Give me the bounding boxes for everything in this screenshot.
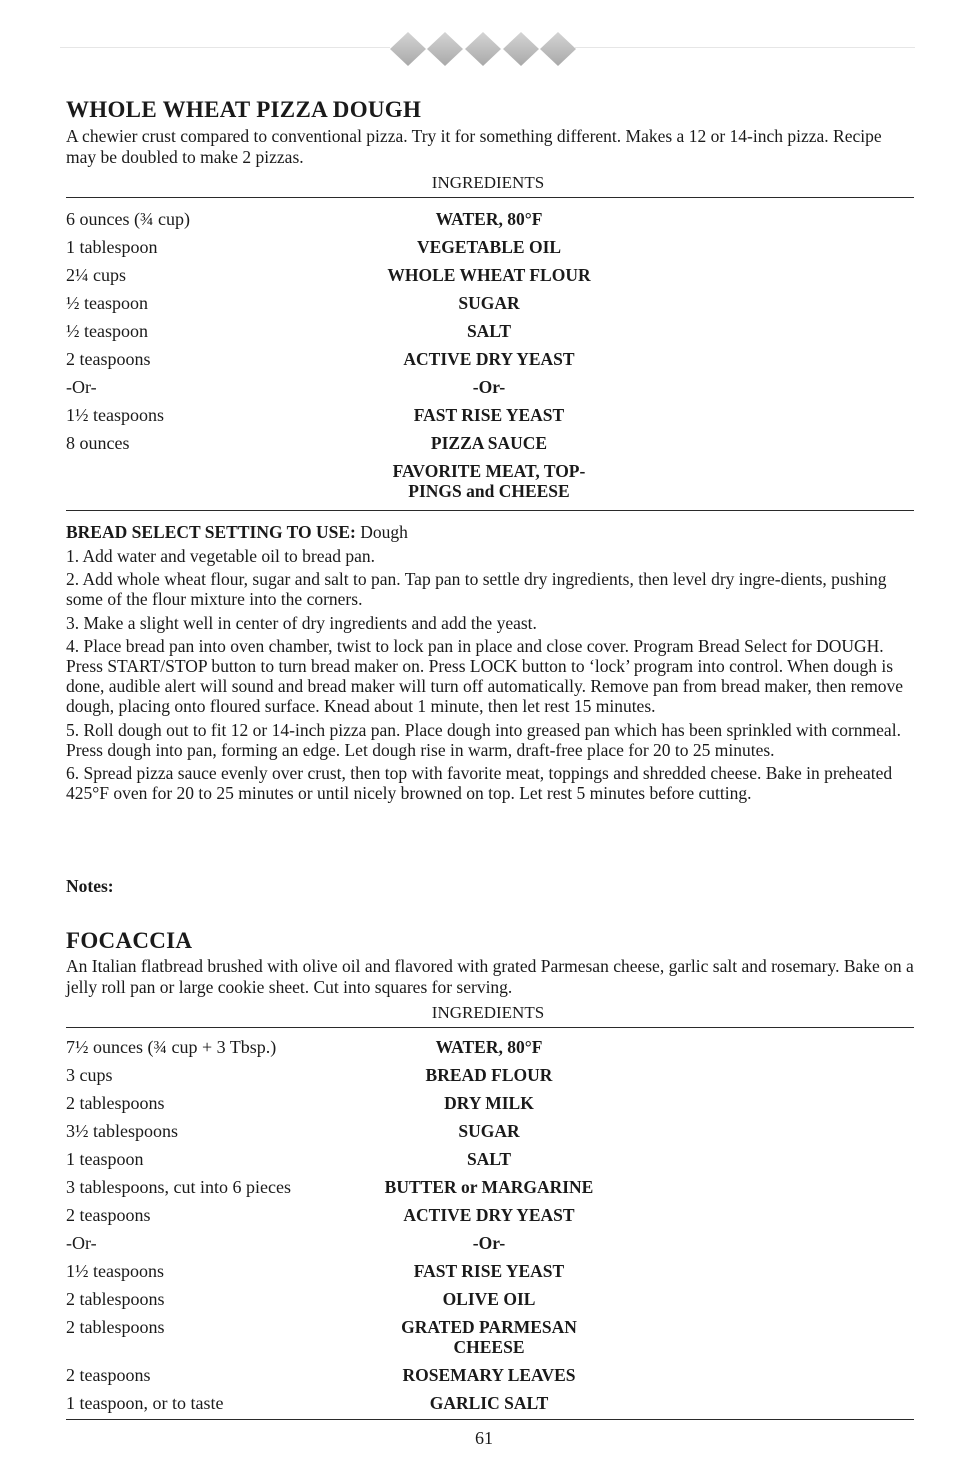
recipe-title: FOCACCIA [66, 928, 193, 953]
ingredient-amount: 2 tablespoons [66, 1289, 165, 1309]
step: 6. Spread pizza sauce evenly over crust, then top with favorite meat, toppings and shredded cheese. Bake in preheated 425°F oven for 20 to 25 minutes or until nicely browned on top. Let rest 5 minutes before cutting. [66, 763, 893, 803]
ingredient-row [66, 1065, 914, 1093]
ingredient-row [66, 405, 914, 433]
ingredient-name: -Or- [472, 1233, 506, 1253]
ingredients-label: INGREDIENTS [431, 173, 545, 192]
ingredient-name: WATER, 80°F [435, 1037, 543, 1057]
ingredient-amount: 2¼ cups [66, 265, 126, 285]
ingredient-name: -Or- [472, 377, 506, 397]
ingredient-amount: 3 tablespoons, cut into 6 pieces [66, 1177, 291, 1197]
ingredient-amount: -Or- [66, 1233, 97, 1253]
ingredient-row [66, 1037, 914, 1065]
setting-line [66, 522, 916, 542]
ornament-rule-left [60, 47, 390, 48]
ingredient-name: BUTTER or MARGARINE [384, 1177, 594, 1197]
ingredient-row [66, 1121, 914, 1149]
ingredient-name: BREAD FLOUR [425, 1065, 553, 1085]
ingredient-row [66, 237, 914, 265]
step: 5. Roll dough out to fit 12 or 14-inch pizza pan. Place dough into greased pan which has been sprinkled with cornmeal. Press dough into pan, forming an edge. Let dough rise in warm, draft-free place for 20 to 25 minutes. [66, 719, 901, 760]
ingredient-row [66, 265, 914, 293]
ingredient-row [66, 1393, 914, 1421]
ingredient-name: WATER, 80°F [435, 209, 543, 229]
ingredient-name: DRY MILK [444, 1093, 534, 1113]
ingredient-row [66, 1177, 914, 1205]
ingredient-row [66, 321, 914, 349]
divider [66, 1027, 914, 1028]
ingredient-row [66, 1149, 914, 1177]
ingredients-label: INGREDIENTS [431, 1003, 545, 1022]
recipe-title: WHOLE WHEAT PIZZA DOUGH [66, 97, 422, 122]
page-number: 61 [475, 1428, 493, 1448]
ingredient-amount: 2 teaspoons [66, 1205, 151, 1225]
ingredient-amount: 1½ teaspoons [66, 1261, 164, 1281]
ingredient-row [66, 377, 914, 405]
ingredient-name: SUGAR [458, 1121, 520, 1141]
ingredient-row [66, 1233, 914, 1261]
ingredient-amount: 3½ tablespoons [66, 1121, 178, 1141]
ingredient-amount: 7½ ounces (¾ cup + 3 Tbsp.) [66, 1037, 277, 1057]
recipe-intro: An Italian flatbread brushed with olive oil and flavored with grated Parmesan cheese, garlic salt and rosemary. Bake on a jelly roll pan or large cookie sheet. Cut into squares for serving. [66, 956, 914, 997]
ingredient-list [66, 209, 914, 509]
ingredient-name: VEGETABLE OIL [416, 237, 562, 257]
ingredient-amount: 1½ teaspoons [66, 405, 164, 425]
ingredient-name: ACTIVE DRY YEAST [403, 349, 575, 369]
ingredient-name: OLIVE OIL [442, 1289, 536, 1309]
ingredient-row [66, 1093, 914, 1121]
ingredient-name: ACTIVE DRY YEAST [403, 1205, 575, 1225]
ingredient-amount: 1 teaspoon, or to taste [66, 1393, 224, 1413]
ingredient-amount: -Or- [66, 377, 97, 397]
ingredient-amount: 2 tablespoons [66, 1317, 165, 1337]
ingredient-name: SALT [466, 1149, 512, 1169]
step: 2. Add whole wheat flour, sugar and salt to pan. Tap pan to settle dry ingredients, then level dry ingre-dients, pushing some of the flour mixture into the corners. [66, 569, 887, 609]
notes-label: Notes: [66, 876, 114, 896]
ingredient-name: PIZZA SAUCE [430, 433, 548, 453]
ingredient-row [66, 1205, 914, 1233]
ingredient-row [66, 1365, 914, 1393]
ingredient-amount: 2 teaspoons [66, 349, 151, 369]
ingredient-name: SALT [466, 321, 512, 341]
ingredient-name: SUGAR [458, 293, 520, 313]
ingredient-amount: 2 teaspoons [66, 1365, 151, 1385]
ingredient-row [66, 461, 914, 509]
diamond-ornament-icon [388, 30, 578, 68]
ingredient-row [66, 1317, 914, 1365]
ingredient-name: WHOLE WHEAT FLOUR [387, 265, 591, 285]
ingredient-name: FAVORITE MEAT, TOP-PINGS and CHEESE [392, 461, 586, 501]
step: 1. Add water and vegetable oil to bread pan. [66, 545, 376, 566]
ingredient-amount: 8 ounces [66, 433, 130, 453]
ingredient-amount: 2 tablespoons [66, 1093, 165, 1113]
ingredient-name: FAST RISE YEAST [413, 405, 565, 425]
divider [66, 1419, 914, 1420]
step: 4. Place bread pan into oven chamber, twist to lock pan in place and close cover. Program Bread Select for DOUGH. Press START/STOP button to turn bread maker on. Press LOCK button to ‘lock’ program into control. When dough is done, audible alert will sound and bread maker will turn off automatically. Remove pan from bread maker, then remove dough, placing onto floured surface. Knead about 1 minute, then let rest 15 minutes. [66, 636, 904, 716]
ingredient-row [66, 293, 914, 321]
ingredient-amount: 1 teaspoon [66, 1149, 144, 1169]
ingredient-amount: 1 tablespoon [66, 237, 158, 257]
divider [66, 510, 914, 511]
ingredient-row [66, 1261, 914, 1289]
instructions [66, 522, 916, 807]
ingredient-amount: ½ teaspoon [66, 293, 148, 313]
ornament-rule-right [575, 47, 915, 48]
ingredient-name: GARLIC SALT [429, 1393, 549, 1413]
ingredient-amount: 6 ounces (¾ cup) [66, 209, 190, 229]
step: 3. Make a slight well in center of dry ingredients and add the yeast. [66, 612, 537, 633]
recipe-intro: A chewier crust compared to conventional pizza. Try it for something different. Makes a 12 or 14-inch pizza. Recipe may be doubled to make 2 pizzas. [66, 126, 882, 167]
ingredient-amount: 3 cups [66, 1065, 113, 1085]
ingredient-row [66, 433, 914, 461]
setting-label: BREAD SELECT SETTING TO USE: [66, 522, 356, 542]
ingredient-name: GRATED PARMESAN CHEESE [401, 1317, 577, 1357]
ingredient-name: FAST RISE YEAST [413, 1261, 565, 1281]
divider [66, 197, 914, 198]
ingredient-name: ROSEMARY LEAVES [402, 1365, 576, 1385]
ingredient-row [66, 1289, 914, 1317]
ingredient-row [66, 349, 914, 377]
ingredient-amount: ½ teaspoon [66, 321, 148, 341]
ingredient-list [66, 1037, 914, 1421]
setting-value: Dough [360, 522, 408, 542]
ingredient-row [66, 209, 914, 237]
